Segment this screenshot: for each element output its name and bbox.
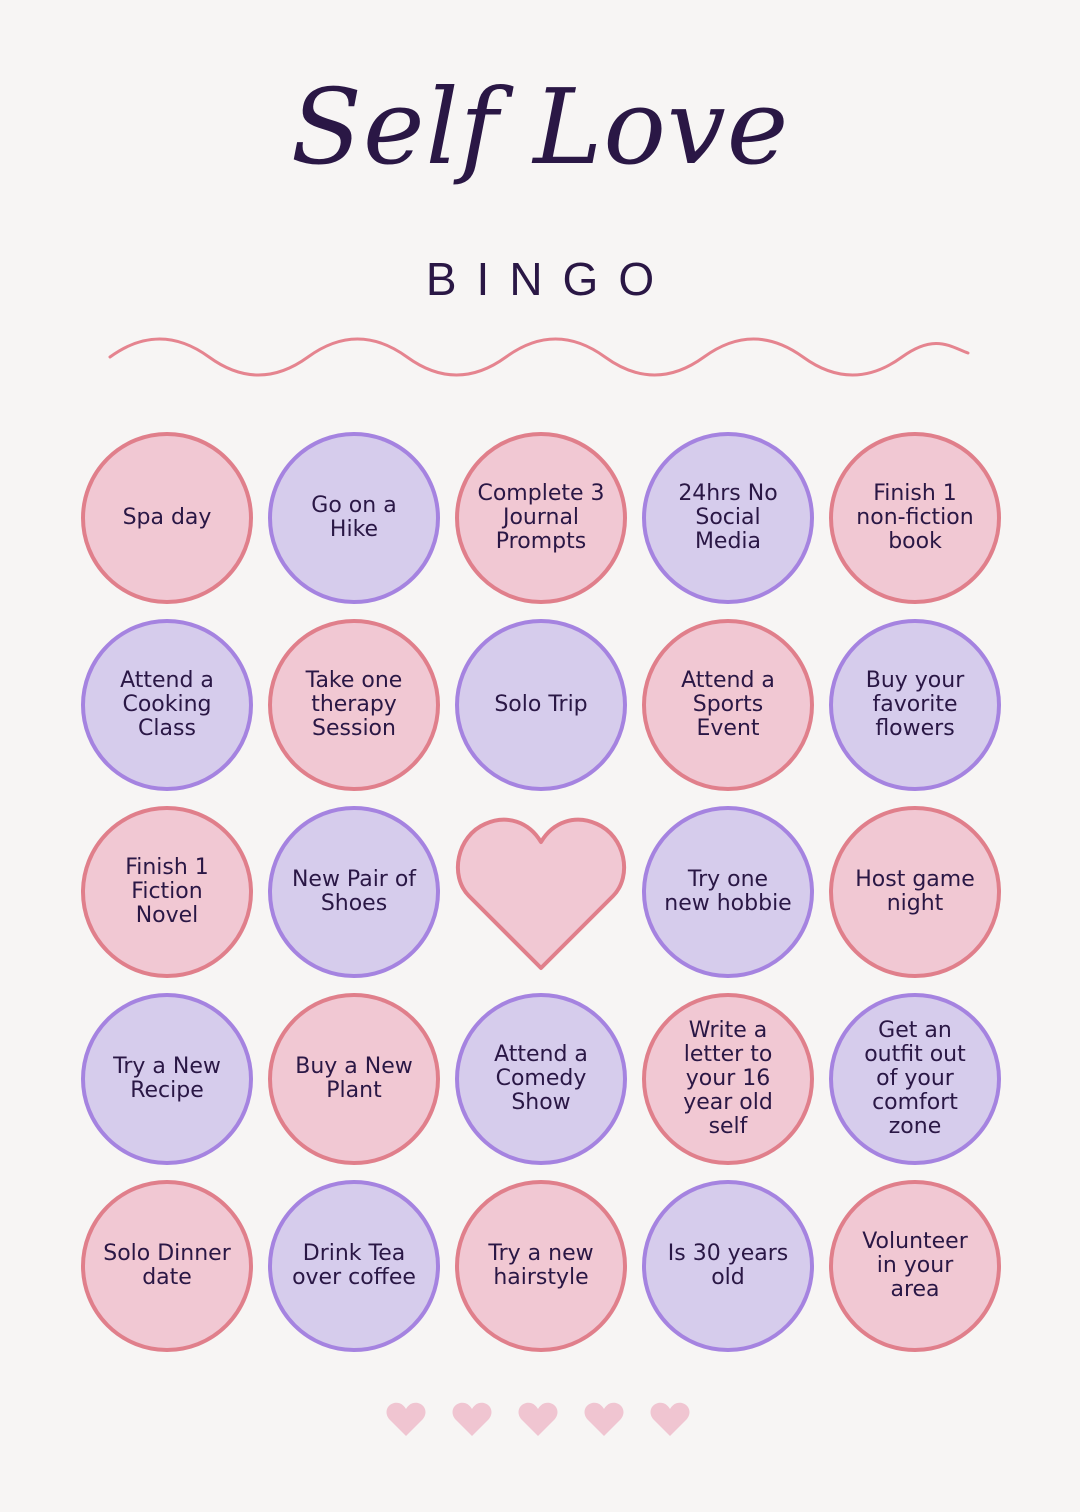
bingo-cell-11[interactable] bbox=[81, 806, 253, 978]
bingo-cell-label: Spa day bbox=[122, 505, 212, 530]
bingo-cell-label: Write a letter to your 16 year old self bbox=[683, 1018, 773, 1139]
bingo-cell-21[interactable] bbox=[81, 1180, 253, 1352]
bingo-cell-3[interactable] bbox=[455, 432, 627, 604]
bingo-cell-1[interactable] bbox=[81, 432, 253, 604]
bingo-cell-14[interactable] bbox=[642, 806, 814, 978]
free-space[interactable] bbox=[455, 806, 627, 978]
bingo-cell-5[interactable] bbox=[829, 432, 1001, 604]
bingo-cell-24[interactable] bbox=[642, 1180, 814, 1352]
bingo-cell-label: Attend a Cooking Class bbox=[120, 668, 214, 741]
page-subtitle: BINGO bbox=[425, 253, 675, 305]
bingo-cell-20[interactable] bbox=[829, 993, 1001, 1165]
bingo-cell-label: Take one therapy Session bbox=[305, 668, 403, 741]
bingo-cell-label: Attend a Sports Event bbox=[681, 668, 775, 741]
heart-icon bbox=[452, 1402, 492, 1438]
bingo-cell-2[interactable] bbox=[268, 432, 440, 604]
bingo-cell-label: Buy a New Plant bbox=[295, 1054, 413, 1103]
bingo-cell-22[interactable] bbox=[268, 1180, 440, 1352]
bingo-cell-7[interactable] bbox=[268, 619, 440, 791]
bingo-cell-label: 24hrs No Social Media bbox=[678, 481, 778, 554]
bingo-cell-label: Buy your favorite flowers bbox=[865, 668, 965, 741]
wave-divider bbox=[100, 335, 980, 385]
bingo-cell-label: Finish 1 non-fiction book bbox=[856, 481, 974, 554]
bingo-cell-label: Go on a Hike bbox=[311, 493, 397, 542]
bingo-cell-label: New Pair of Shoes bbox=[291, 867, 417, 916]
bingo-cell-17[interactable] bbox=[268, 993, 440, 1165]
bingo-cell-label: Solo Trip bbox=[494, 692, 588, 717]
bingo-cell-label: Get an outfit out of your comfort zone bbox=[864, 1018, 966, 1139]
bingo-cell-label: Try a New Recipe bbox=[113, 1054, 221, 1103]
footer-hearts bbox=[386, 1402, 690, 1438]
heart-icon bbox=[584, 1402, 624, 1438]
bingo-cell-25[interactable] bbox=[829, 1180, 1001, 1352]
bingo-cell-label: Drink Tea over coffee bbox=[292, 1241, 416, 1290]
heart-icon bbox=[650, 1402, 690, 1438]
bingo-cell-10[interactable] bbox=[829, 619, 1001, 791]
bingo-cell-18[interactable] bbox=[455, 993, 627, 1165]
bingo-cell-6[interactable] bbox=[81, 619, 253, 791]
bingo-cell-label: Complete 3 Journal Prompts bbox=[477, 481, 605, 554]
heart-icon bbox=[386, 1402, 426, 1438]
bingo-cell-label: Solo Dinner date bbox=[103, 1241, 231, 1290]
bingo-cell-23[interactable] bbox=[455, 1180, 627, 1352]
bingo-cell-label: Try a new hairstyle bbox=[488, 1241, 594, 1290]
wave-line bbox=[110, 339, 968, 375]
bingo-cell-label: Is 30 years old bbox=[667, 1241, 789, 1290]
heart-icon bbox=[518, 1402, 558, 1438]
heart-icon bbox=[455, 806, 627, 978]
bingo-cell-label: Finish 1 Fiction Novel bbox=[125, 855, 209, 928]
bingo-cell-label: Attend a Comedy Show bbox=[494, 1042, 588, 1115]
bingo-cell-9[interactable] bbox=[642, 619, 814, 791]
bingo-cell-16[interactable] bbox=[81, 993, 253, 1165]
bingo-cell-12[interactable] bbox=[268, 806, 440, 978]
bingo-cell-4[interactable] bbox=[642, 432, 814, 604]
page-title: Self Love bbox=[290, 66, 790, 188]
bingo-cell-label: Host game night bbox=[855, 867, 975, 916]
bingo-cell-label: Try one new hobbie bbox=[664, 867, 792, 916]
bingo-cell-15[interactable] bbox=[829, 806, 1001, 978]
bingo-cell-19[interactable] bbox=[642, 993, 814, 1165]
bingo-cell-8[interactable] bbox=[455, 619, 627, 791]
bingo-grid bbox=[81, 432, 1001, 1352]
bingo-cell-label: Volunteer in your area bbox=[862, 1229, 968, 1302]
